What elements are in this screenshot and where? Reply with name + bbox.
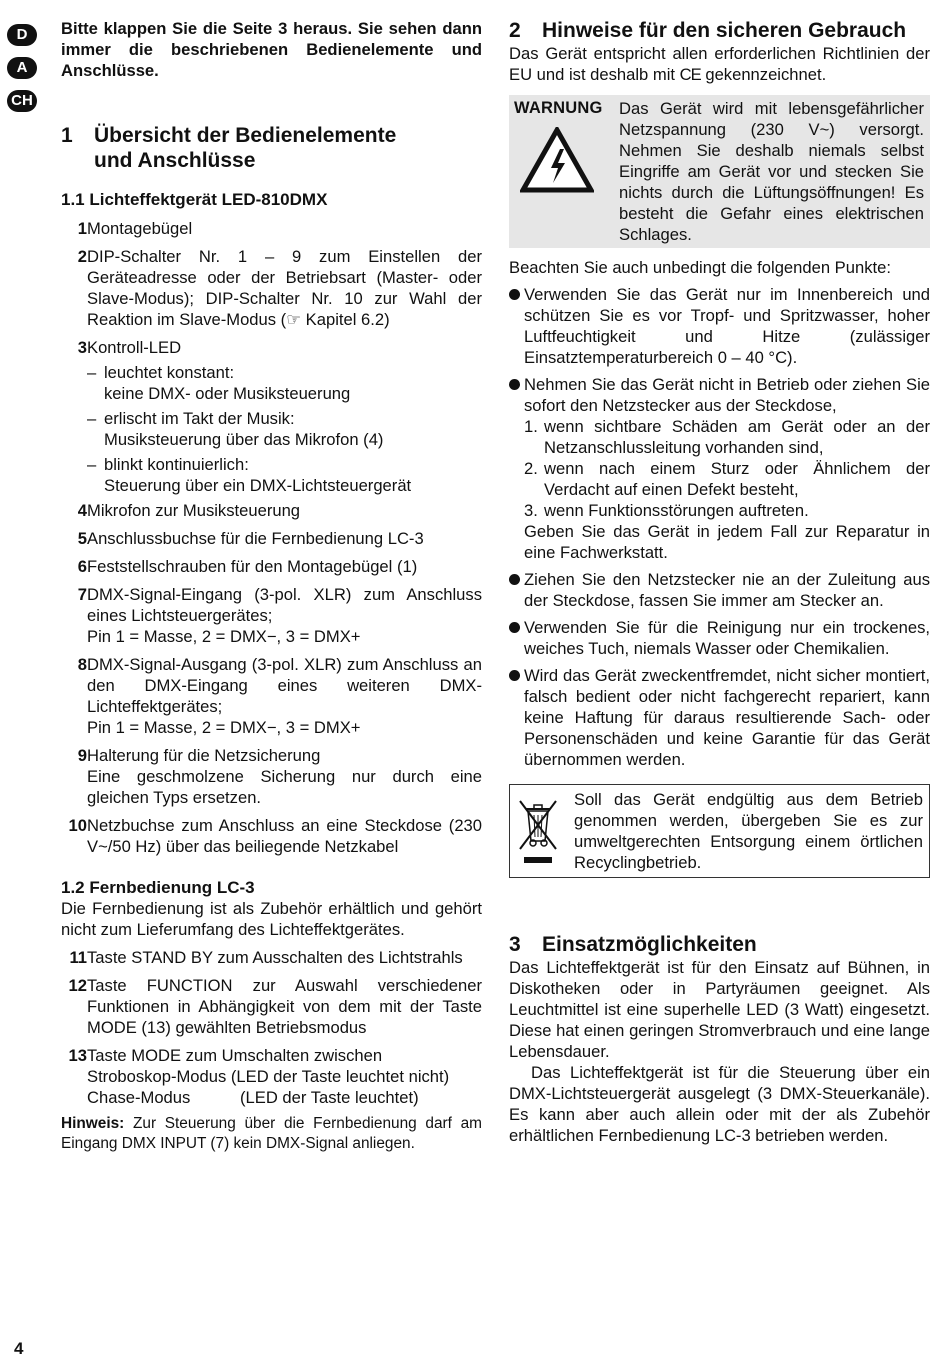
note	[61, 1114, 482, 1154]
item-pinout: Pin 1 = Masse, 2 = DMX−, 3 = DMX+	[87, 718, 361, 737]
bullet-text: Verwenden Sie das Gerät nur im Innenbereich und schützen Sie es vor Tropf- und Spritzwasser, hoher Luftfeuchtigkeit und Hitze (zulässiger Einsatztemperaturbereich 0 – 40 °C).	[524, 285, 930, 367]
usage-paragraph-2: Das Lichteffektgerät ist für die Steuerung über ein DMX-Lichtsteuergerät ausgelegt (3 DMX-Steuerkanäle). Es kann aber auch allein oder mit der als Zubehör erhältlichen Fernbedienung LC-3 betrieben werden.	[509, 1063, 930, 1145]
item-number: 11	[69, 948, 87, 967]
condition-item	[524, 458, 930, 500]
disposal-text: Soll das Gerät endgültig aus dem Betrieb genommen werden, übergeben Sie es zur umweltgerechten Entsorgung einem örtlichen Recyclingbetrieb.	[574, 790, 923, 872]
safety-bullet	[509, 374, 930, 563]
remote-intro: Die Fernbedienung ist als Zubehör erhältlich und gehört nicht zum Lieferumfang des Lichteffektgerätes.	[61, 899, 482, 939]
item-text: DIP-Schalter Nr. 1 – 9 zum Einstellen der Geräteadresse oder der Betriebsart (Master- oder Slave-Modus); DIP-Schalter Nr. 10 zur Wahl der Reaktion im Slave-Modus (☞ Kapitel 6.2)	[87, 247, 482, 329]
note-label: Hinweis:	[61, 1115, 125, 1132]
led-state-label: leuchtet konstant:	[104, 363, 235, 382]
item-text: DMX-Signal-Eingang (3-pol. XLR) zum Anschluss eines Lichtsteuergerätes;	[87, 585, 482, 625]
section-2-title: Hinweise für den sicheren Gebrauch	[542, 19, 907, 42]
item-number: 10	[68, 816, 87, 835]
list-item	[61, 975, 482, 1038]
language-badge-d: D	[7, 24, 37, 46]
list-item	[61, 584, 482, 647]
section-3-title: Einsatzmöglichkeiten	[542, 933, 757, 956]
list-item	[61, 337, 482, 496]
item-number: 8	[77, 655, 87, 674]
item-number: 4	[77, 501, 87, 520]
bullet-dot	[509, 284, 524, 368]
section-2-number: 2	[509, 19, 521, 42]
bullet-dot	[509, 617, 524, 659]
item-text: Feststellschrauben für den Montagebügel (1)	[87, 557, 418, 576]
condition-text: wenn nach einem Sturz oder Ähnlichem der Verdacht auf einen Defekt besteht,	[544, 459, 930, 499]
dash: –	[87, 363, 97, 382]
item-text: Halterung für die Netzsicherung	[87, 746, 321, 765]
dash: –	[87, 409, 97, 428]
item-text: Netzbuchse zum Anschluss an eine Steckdose (230 V~/50 Hz) über das beiliegende Netzkabel	[87, 816, 482, 856]
conformity-text	[509, 43, 930, 85]
item-text: DMX-Signal-Ausgang (3-pol. XLR) zum Anschluss an den DMX-Eingang eines weiteren DMX-Lichteffektgerätes;	[87, 655, 482, 716]
item-number: 12	[68, 976, 87, 995]
led-state	[87, 408, 482, 450]
bullet-text: Wird das Gerät zweckentfremdet, nicht sicher montiert, falsch bedient oder nicht fachgerecht repariert, kann keine Haftung für daraus resultierende Sach- oder Personenschäden und keine Garantie für das Gerät übernommen werden.	[524, 666, 930, 769]
item-number: 9	[77, 746, 87, 765]
safety-bullet	[509, 617, 930, 659]
section-3-number: 3	[509, 933, 521, 956]
item-number: 13	[68, 1046, 87, 1065]
mode-chase	[87, 1087, 482, 1108]
warning-box	[509, 95, 930, 248]
left-column	[61, 18, 482, 1154]
list-item	[61, 947, 482, 968]
section-1-title-line2: und Anschlüsse	[94, 149, 256, 172]
item-number: 6	[77, 557, 87, 576]
section-2-heading	[509, 18, 930, 43]
crossed-out-bin-icon	[516, 795, 560, 873]
condition-number: 3.	[524, 501, 538, 520]
disposal-box	[509, 784, 930, 878]
item-number: 1	[77, 219, 87, 238]
section-1-heading	[61, 123, 482, 173]
section-1-number: 1	[61, 124, 73, 147]
high-voltage-warning-icon	[520, 127, 594, 193]
section-3-heading	[509, 932, 930, 957]
list-item	[61, 500, 482, 521]
subsection-1-1-heading: 1.1 Lichteffektgerät LED-810DMX	[61, 190, 328, 209]
points-intro: Beachten Sie auch unbedingt die folgenden Punkte:	[509, 258, 891, 277]
list-item	[61, 1045, 482, 1108]
mode-strobe: Stroboskop-Modus (LED der Taste leuchtet nicht)	[87, 1067, 450, 1086]
item-text: Taste FUNCTION zur Auswahl verschiedener Funktionen in Abhängigkeit von dem mit der Taste MODE (13) gewählten Betriebsmodus	[87, 976, 482, 1037]
bullet-dot	[509, 665, 524, 770]
bullet-text-end: Geben Sie das Gerät in jedem Fall zur Reparatur in eine Fachwerkstatt.	[524, 522, 930, 562]
mode-chase-desc: (LED der Taste leuchtet)	[240, 1088, 419, 1107]
conformity-text-b: gekennzeichnet.	[705, 65, 827, 84]
item-number: 3	[77, 338, 87, 357]
item-text: Taste MODE zum Umschalten zwischen	[87, 1046, 383, 1065]
item-number: 7	[77, 585, 87, 604]
safety-bullet	[509, 284, 930, 368]
list-item	[61, 556, 482, 577]
item-number: 5	[77, 529, 87, 548]
warning-label: WARNUNG	[514, 99, 603, 117]
list-item	[61, 654, 482, 738]
bullet-dot	[509, 374, 524, 563]
subsection-1-2-heading: 1.2 Fernbedienung LC-3	[61, 878, 255, 897]
condition-item	[524, 416, 930, 458]
right-column	[509, 18, 930, 1146]
led-state-label: blinkt kontinuierlich:	[104, 455, 249, 474]
list-item	[61, 246, 482, 330]
list-item	[61, 815, 482, 857]
list-item	[61, 218, 482, 239]
list-item	[61, 745, 482, 808]
led-state-meaning: keine DMX- oder Musiksteuerung	[104, 384, 351, 403]
condition-text: wenn sichtbare Schäden am Gerät oder an der Netzanschlussleitung vorhanden sind,	[544, 417, 930, 457]
item-text: Taste STAND BY zum Ausschalten des Lichtstrahls	[87, 948, 463, 967]
condition-number: 1.	[524, 417, 538, 436]
page-number: 4	[14, 1339, 24, 1358]
list-item	[61, 528, 482, 549]
item-pinout: Pin 1 = Masse, 2 = DMX−, 3 = DMX+	[87, 627, 361, 646]
warning-text: Das Gerät wird mit lebensgefährlicher Netzspannung (230 V~) versorgt. Nehmen Sie deshalb niemals selbst Eingriffe am Gerät vor und stecken Sie nichts durch die Lüftungsöffnungen! Es besteht die Gefahr eines elektrischen Schlages.	[619, 99, 924, 244]
item-text: Anschlussbuchse für die Fernbedienung LC-3	[87, 529, 424, 548]
conformity-text-a: Das Gerät entspricht allen erforderlichen Richtlinien der EU und ist deshalb mit	[509, 44, 930, 84]
mode-chase-label: Chase-Modus	[87, 1088, 191, 1107]
condition-text: wenn Funktionsstörungen auftreten.	[544, 501, 809, 520]
language-badge-ch: CH	[7, 90, 37, 112]
led-state-meaning: Musiksteuerung über das Mikrofon (4)	[104, 430, 384, 449]
condition-number: 2.	[524, 459, 538, 478]
condition-item	[524, 500, 930, 521]
language-badge-a: A	[7, 57, 37, 79]
note-text: Zur Steuerung über die Fernbedienung darf am Eingang DMX INPUT (7) kein DMX-Signal anliegen.	[61, 1115, 482, 1152]
language-badges	[7, 24, 41, 123]
dash: –	[87, 455, 97, 474]
led-state-meaning: Steuerung über ein DMX-Lichtsteuergerät	[104, 476, 412, 495]
section-1-title-line1: Übersicht der Bedienelemente	[94, 124, 397, 147]
bullet-text: Nehmen Sie das Gerät nicht in Betrieb oder ziehen Sie sofort den Netzstecker aus der Steckdose,	[524, 375, 930, 415]
ce-mark: CE	[679, 65, 701, 84]
led-state	[87, 362, 482, 404]
led-state	[87, 454, 482, 496]
usage-paragraph-1: Das Lichteffektgerät ist für den Einsatz auf Bühnen, in Diskotheken oder in Partyräumen geeignet. Als Leuchtmittel ist eine superhelle LED (3 Watt) eingesetzt. Diese hat einen geringen Stromverbrauch und eine lange Lebensdauer.	[509, 958, 930, 1061]
safety-bullet	[509, 665, 930, 770]
safety-bullet	[509, 569, 930, 611]
intro-text: Bitte klappen Sie die Seite 3 heraus. Sie sehen dann immer die beschriebenen Bedienelemente und Anschlüsse.	[61, 19, 482, 80]
item-text: Montagebügel	[87, 219, 193, 238]
bullet-text: Ziehen Sie den Netzstecker nie an der Zuleitung aus der Steckdose, fassen Sie immer am Stecker an.	[524, 570, 930, 610]
bullet-dot	[509, 569, 524, 611]
led-state-label: erlischt im Takt der Musik:	[104, 409, 295, 428]
item-text: Kontroll-LED	[87, 338, 182, 357]
item-text: Mikrofon zur Musiksteuerung	[87, 501, 301, 520]
item-note: Eine geschmolzene Sicherung nur durch eine gleichen Typs ersetzen.	[87, 767, 482, 807]
bullet-text: Verwenden Sie für die Reinigung nur ein trockenes, weiches Tuch, niemals Wasser oder Chemikalien.	[524, 618, 930, 658]
item-number: 2	[77, 247, 87, 266]
